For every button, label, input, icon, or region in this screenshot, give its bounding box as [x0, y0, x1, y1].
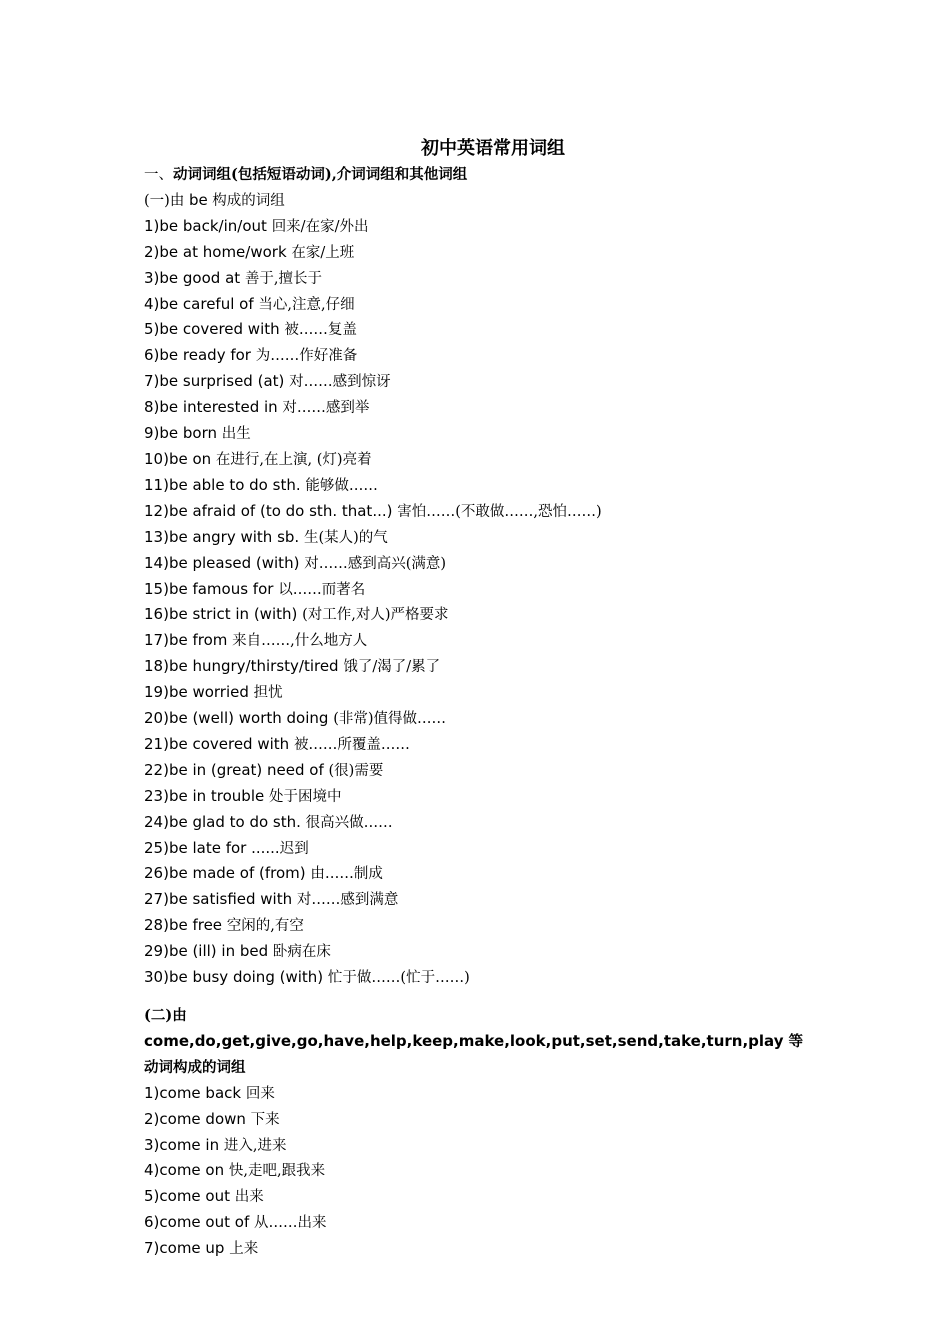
- list-item: 30)be busy doing (with) 忙于做……(忙于……): [144, 968, 470, 987]
- list-item: 7)be surprised (at) 对……感到惊讶: [144, 372, 391, 391]
- group-two-heading-verbs: come,do,get,give,go,have,help,keep,make,look,put,set,send,take,turn,play 等动词构成的词组: [144, 1031, 804, 1076]
- list-item: 6)be ready for 为……作好准备: [144, 346, 358, 365]
- list-item: 4)be careful of 当心,注意,仔细: [144, 294, 355, 313]
- list-item: 19)be worried 担忧: [144, 683, 283, 702]
- list-item: 3)be good at 善于,擅长于: [144, 268, 323, 287]
- list-item: 4)come on 快,走吧,跟我来: [144, 1161, 326, 1180]
- list-item: 28)be free 空闲的,有空: [144, 916, 304, 935]
- group-two-heading-prefix: (二)由: [144, 1007, 187, 1024]
- list-item: 3)come in 进入,进来: [144, 1135, 287, 1154]
- list-item: 5)be covered with 被……复盖: [144, 320, 357, 339]
- list-item: 6)come out of 从……出来: [144, 1213, 327, 1232]
- group-one-list: [144, 214, 804, 991]
- list-item: 29)be (ill) in bed 卧病在床: [144, 942, 331, 961]
- list-item: 17)be from 来自……,什么地方人: [144, 631, 368, 650]
- list-item: 24)be glad to do sth. 很高兴做……: [144, 812, 393, 831]
- list-item: 20)be (well) worth doing (非常)值得做……: [144, 709, 447, 728]
- list-item: 21)be covered with 被……所覆盖……: [144, 734, 410, 753]
- list-item: 10)be on 在进行,在上演, (灯)亮着: [144, 449, 372, 468]
- list-item: 16)be strict in (with) (对工作,对人)严格要求: [144, 605, 449, 624]
- list-item: 15)be famous for 以……而著名: [144, 579, 366, 598]
- list-item: 13)be angry with sb. 生(某人)的气: [144, 527, 388, 546]
- list-item: 18)be hungry/thirsty/tired 饿了/渴了/累了: [144, 657, 441, 676]
- list-item: 12)be afraid of (to do sth. that...) 害怕……(不敢做……,恐怕……): [144, 501, 602, 520]
- paragraph-gap: [144, 991, 804, 1003]
- list-item: 1)come back 回来: [144, 1083, 275, 1102]
- group-two-list: [144, 1081, 804, 1262]
- list-item: 1)be back/in/out 回来/在家/外出: [144, 216, 369, 235]
- list-item: 22)be in (great) need of (很)需要: [144, 760, 384, 779]
- list-item: 9)be born 出生: [144, 424, 251, 443]
- document-title: 初中英语常用词组: [421, 138, 565, 159]
- list-item: 26)be made of (from) 由……制成: [144, 864, 383, 883]
- list-item: 7)come up 上来: [144, 1239, 259, 1258]
- document-body: [144, 162, 804, 1262]
- group-one-heading: (一)由 be 构成的词组: [144, 190, 285, 209]
- list-item: 2)come down 下来: [144, 1109, 280, 1128]
- list-item: 14)be pleased (with) 对……感到高兴(满意): [144, 553, 447, 572]
- list-item: 11)be able to do sth. 能够做……: [144, 475, 378, 494]
- list-item: 8)be interested in 对……感到举: [144, 398, 370, 417]
- section-one-heading: 一、动词词组(包括短语动词),介词词组和其他词组: [144, 166, 468, 183]
- list-item: 25)be late for ......迟到: [144, 838, 309, 857]
- list-item: 2)be at home/work 在家/上班: [144, 242, 355, 261]
- list-item: 5)come out 出来: [144, 1187, 264, 1206]
- list-item: 27)be satisfied with 对……感到满意: [144, 890, 399, 909]
- list-item: 23)be in trouble 处于困境中: [144, 786, 342, 805]
